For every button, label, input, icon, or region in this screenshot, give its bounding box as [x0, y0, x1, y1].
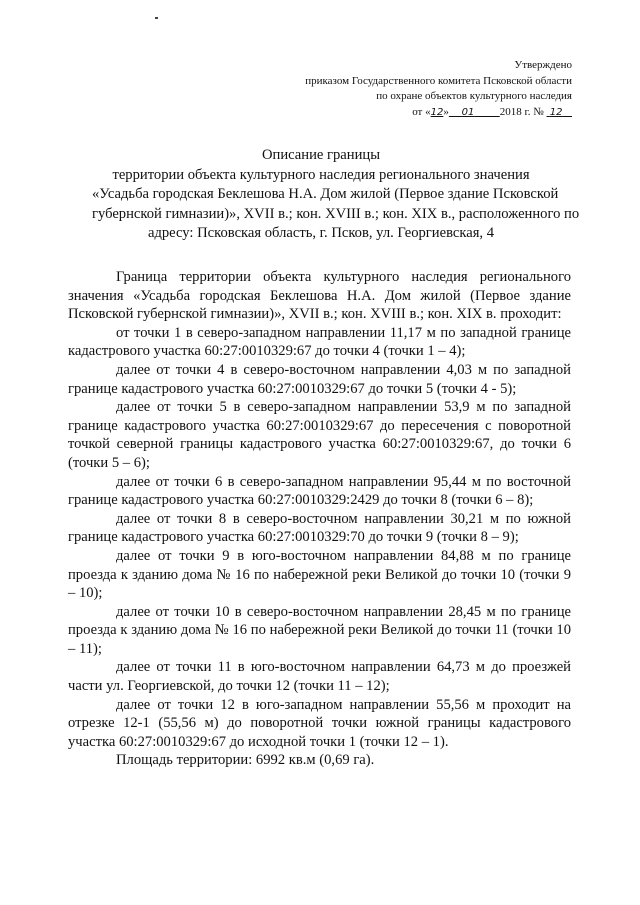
approval-order-line: приказом Государственного комитета Псковской области	[305, 74, 572, 87]
date-mid: »	[443, 105, 449, 118]
document-title	[92, 146, 580, 244]
paragraph-segment-1-4: от точки 1 в северо-западном направлении 11,17 м по западной границе кадастрового участка 60:27:0010329:67 до точки 4 (точки 1 – 4);	[68, 324, 571, 360]
date-prefix: от «	[412, 105, 431, 118]
paragraph-segment-6-8: далее от точки 6 в северо-западном направлении 95,44 м по восточной границе кадастрового участка 60:27:0010329:2429 до точки 8 (точки 6 – 8);	[68, 473, 571, 509]
title-line-4: губернской гимназии)», XVII в.; кон. XVIII в.; кон. XIX в., расположенного по	[92, 205, 580, 222]
approval-committee-line: по охране объектов культурного наследия	[376, 90, 572, 102]
title-line-2: территории объекта культурного наследия регионального значения	[112, 166, 530, 183]
title-line-1: Описание границы	[261, 147, 381, 163]
title-line-3: «Усадьба городская Беклешова Н.А. Дом жилой (Первое здание Псковской	[92, 186, 559, 202]
date-month-handwritten: 01	[461, 106, 475, 118]
boundary-description	[68, 268, 571, 770]
paragraph-segment-10-11: далее от точки 10 в северо-восточном направлении 28,45 м по границе проезда к зданию дома № 16 по набережной реки Великой до точки 11 (точки 10 – 11);	[68, 603, 571, 657]
paragraph-segment-4-5: далее от точки 4 в северо-восточном направлении 4,03 м по западной границе кадастрового участка 60:27:0010329:67 до точки 5 (точки 4 - 5);	[68, 361, 571, 397]
approval-date-line	[305, 105, 572, 121]
paragraph-segment-5-6: далее от точки 5 в северо-западном направлении 53,9 м по западной границе кадастрового участка 60:27:0010329:67 до пересечения с поворотной точкой северной границы кадастрового участка 60:27:0010329:67, до точки 6 (точки 5 – 6);	[68, 399, 571, 471]
approval-stamp-block	[305, 58, 572, 120]
paragraph-intro: Граница территории объекта культурного наследия регионального значения «Усадьба городская Беклешова Н.А. Дом жилой (Первое здание Псковской губернской гимназии)», XVII в.; кон. XVIII в.; кон. XIX в. проходит:	[68, 269, 571, 323]
order-number-handwritten: 12	[549, 106, 563, 118]
paragraph-segment-12-1: далее от точки 12 в юго-западном направлении 55,56 м проходит на отрезке 12-1 (55,56 м) до поворотной точки южной границы кадастрового участка 60:27:0010329:67 до исходной точки 1 (точки 12 – 1).	[68, 696, 571, 750]
paragraph-area: Площадь территории: 6992 кв.м (0,69 га).	[116, 752, 375, 769]
title-line-5: адресу: Псковская область, г. Псков, ул. Георгиевская, 4	[147, 225, 495, 241]
scan-speck	[155, 17, 158, 19]
paragraph-segment-11-12: далее от точки 11 в юго-восточном направлении 64,73 м до проезжей части ул. Георгиевской, до точки 12 (точки 11 – 12);	[68, 659, 571, 695]
paragraph-segment-8-9: далее от точки 8 в северо-восточном направлении 30,21 м по южной границе кадастрового участка 60:27:0010329:70 до точки 9 (точки 8 – 9);	[68, 510, 571, 546]
date-year: 2018 г. №	[499, 105, 544, 118]
date-day-handwritten: 12	[430, 106, 444, 118]
paragraph-segment-9-10: далее от точки 9 в юго-восточном направлении 84,88 м по границе проезда к зданию дома № 16 по набережной реки Великой до точки 10 (точки 9 – 10);	[68, 547, 571, 602]
approval-heading: Утверждено	[514, 59, 572, 71]
